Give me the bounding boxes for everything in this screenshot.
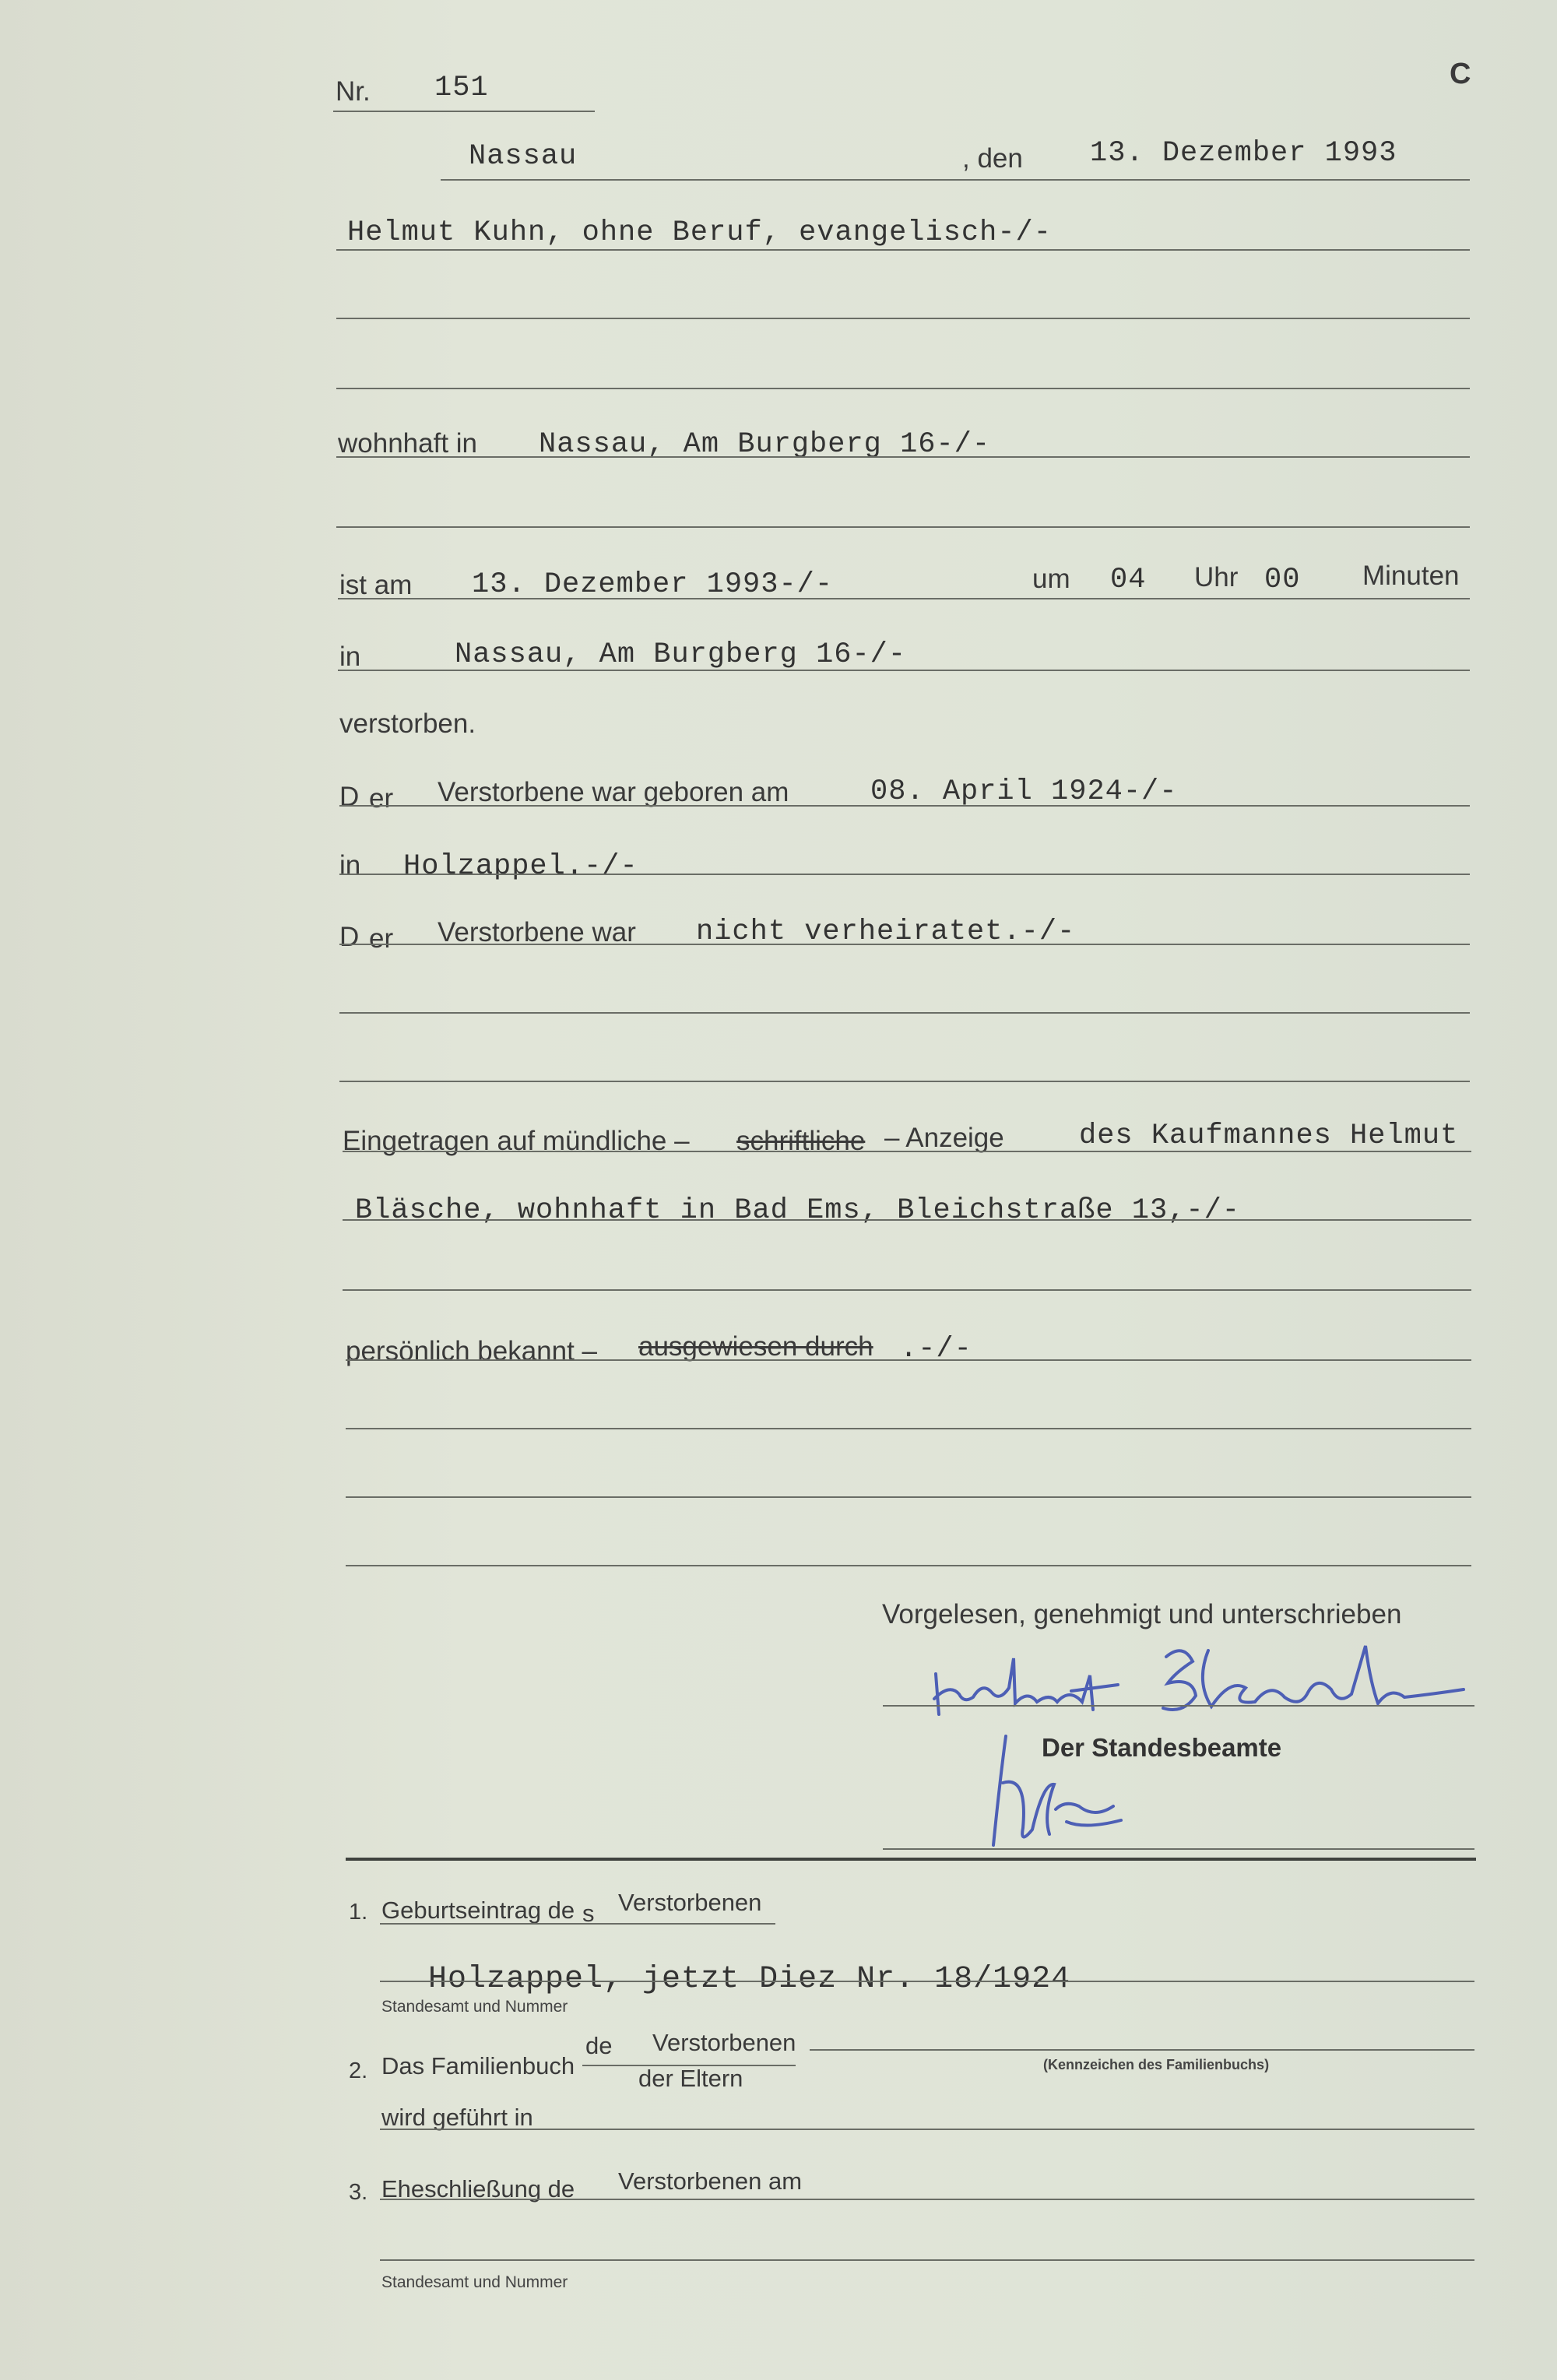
blank-line-8 (346, 1496, 1471, 1498)
declarant-line: Helmut Kuhn, ohne Beruf, evangelisch-/- (347, 216, 1052, 249)
registrar-signature (958, 1728, 1144, 1861)
registry-date: 13. Dezember 1993 (1090, 137, 1397, 170)
registry-place: Nassau (469, 140, 578, 173)
footer-item1-num: 1. (349, 1900, 368, 1925)
birth-text-label: Verstorbene war geboren am (438, 777, 789, 807)
reporter-line-2: Bläsche, wohnhaft in Bad Ems, Bleichstraße 13,-/- (355, 1194, 1240, 1227)
read-approved-label: Vorgelesen, genehmigt und unterschrieben (882, 1599, 1402, 1629)
residence-label: wohnhaft in (338, 428, 478, 459)
identity-underline (346, 1359, 1471, 1361)
verstorben-label: verstorben. (339, 708, 476, 739)
nr-label: Nr. (336, 76, 371, 107)
birth-place: Holzappel.-/- (403, 850, 638, 883)
footer-item1-s: s (582, 1900, 595, 1927)
blank-line-9 (346, 1565, 1471, 1566)
death-place-underline (338, 670, 1470, 671)
footer-item2-kennzeichen-line (810, 2049, 1474, 2051)
footer-item3-label: Eheschließung de (381, 2175, 575, 2202)
registration-label-end: – Anzeige (884, 1123, 1004, 1153)
place-date-underline (441, 179, 1470, 181)
identity-label-start: persönlich bekannt – (346, 1336, 597, 1366)
footer-item1-underline (380, 1923, 775, 1925)
blank-line-6 (343, 1289, 1471, 1291)
blank-line-5 (339, 1081, 1470, 1082)
residence-value: Nassau, Am Burgberg 16-/- (539, 428, 991, 461)
identity-label-struck: ausgewiesen durch (638, 1331, 873, 1362)
footer-item3-entry-underline (380, 2259, 1474, 2261)
footer-item3-num: 3. (349, 2180, 368, 2205)
uhr-label: Uhr (1194, 562, 1239, 592)
declarant-signature (919, 1627, 1479, 1721)
birth-place-label: in (339, 850, 361, 881)
blank-line-7 (346, 1428, 1471, 1429)
nr-value: 151 (434, 72, 489, 104)
blank-line-1 (336, 318, 1470, 319)
footer-item1-label: Geburtseintrag de (381, 1897, 575, 1924)
identity-value: .-/- (900, 1333, 972, 1366)
residence-underline (336, 456, 1470, 458)
marital-underline (339, 944, 1470, 945)
death-hour: 04 (1110, 564, 1147, 596)
corner-mark: C (1450, 58, 1471, 90)
footer-item2-num: 2. (349, 2058, 368, 2083)
minuten-label: Minuten (1362, 561, 1460, 591)
registrar-label: Der Standesbeamte (1042, 1733, 1282, 1762)
footer-item2-value: Verstorbenen (652, 2029, 796, 2056)
marital-d-label: D (339, 922, 360, 952)
registrar-signature-line (883, 1848, 1474, 1850)
marital-status: nicht verheiratet.-/- (696, 916, 1076, 948)
footer-item3-underline (380, 2199, 1474, 2200)
footer-standesamt-label-2: Standesamt und Nummer (381, 2273, 568, 2291)
birth-date: 08. April 1924-/- (870, 775, 1178, 808)
footer-item2-de: de (585, 2032, 613, 2059)
death-place: Nassau, Am Burgberg 16-/- (455, 638, 907, 671)
blank-line-4 (339, 1012, 1470, 1014)
reporter-line-1: des Kaufmannes Helmut (1079, 1120, 1459, 1152)
death-minutes: 00 (1264, 564, 1301, 596)
footer-item2-wird: wird geführt in (381, 2104, 533, 2131)
footer-item2-underline (380, 2129, 1474, 2130)
blank-line-3 (336, 526, 1470, 528)
nr-underline (333, 111, 595, 112)
footer-item1-entry: Holzappel, jetzt Diez Nr. 18/1924 (428, 1962, 1071, 1997)
death-time-underline (338, 598, 1470, 599)
footer-item2-label: Das Familienbuch (381, 2052, 575, 2079)
footer-item1-entry-underline (380, 1981, 1474, 1982)
footer-item3-value: Verstorbenen am (618, 2167, 803, 2195)
footer-item1-value: Verstorbenen (618, 1889, 762, 1916)
registration-underline-2 (343, 1219, 1471, 1221)
marital-er-label: er (369, 923, 394, 954)
birth-d-label: D (339, 782, 360, 812)
death-place-label: in (339, 642, 361, 672)
footer-separator (346, 1858, 1476, 1861)
birth-er-label: er (369, 783, 394, 814)
den-label: , den (962, 143, 1023, 174)
footer-standesamt-label: Standesamt und Nummer (381, 1998, 568, 2016)
death-date-label: ist am (339, 570, 413, 600)
declarant-underline (336, 249, 1470, 251)
declarant-signature-line (883, 1705, 1474, 1707)
registration-label-struck: schriftliche (736, 1126, 866, 1156)
marital-text-label: Verstorbene war (438, 917, 636, 947)
registration-underline-1 (343, 1151, 1471, 1152)
um-label: um (1032, 564, 1070, 594)
birth-place-underline (339, 874, 1470, 875)
footer-item2-alt: der Eltern (638, 2065, 743, 2092)
blank-line-2 (336, 388, 1470, 389)
registration-label-start: Eingetragen auf mündliche – (343, 1126, 690, 1156)
death-date: 13. Dezember 1993-/- (472, 568, 834, 601)
birth-date-underline (339, 805, 1470, 807)
footer-item2-kennzeichen: (Kennzeichen des Familienbuchs) (1043, 2057, 1270, 2072)
